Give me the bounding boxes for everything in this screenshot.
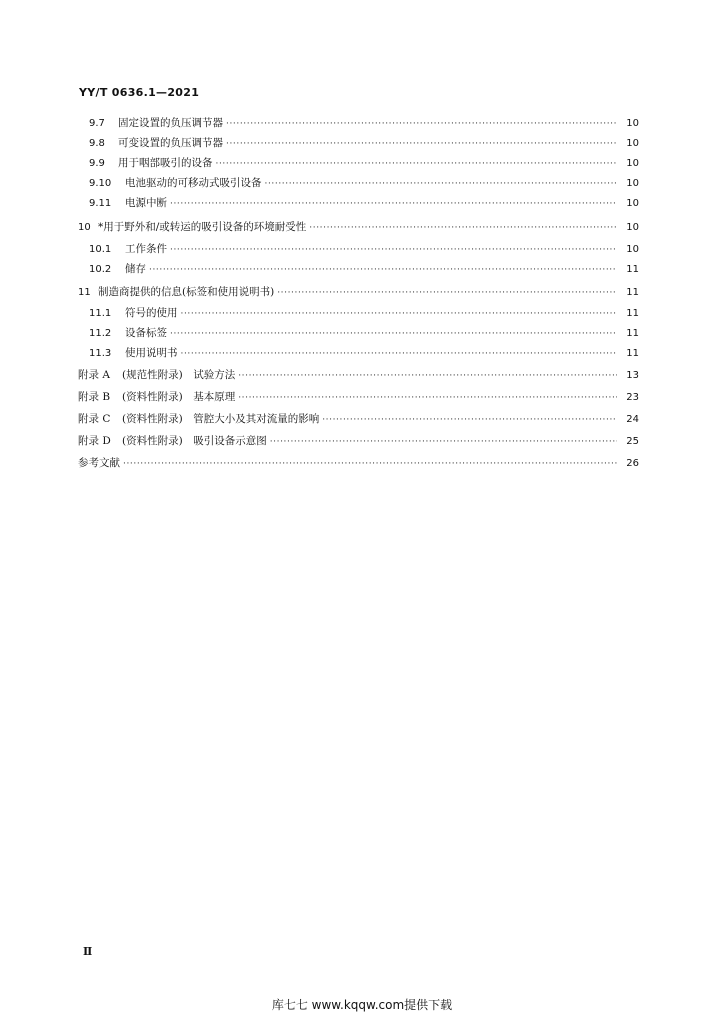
toc-entry-9-10[interactable] [89, 176, 639, 191]
toc-entry-page: 10 [626, 178, 639, 189]
toc-entry-number: 附录 A [78, 369, 110, 381]
toc-entry-number: 9.8 [89, 138, 105, 149]
toc-entry-page: 10 [626, 222, 639, 233]
toc-entry-11-1[interactable] [89, 306, 639, 321]
toc-entry-page: 23 [626, 392, 639, 403]
toc-entry-number: 9.9 [89, 158, 105, 169]
toc-entry-number: 附录 D [78, 435, 111, 447]
toc-entry-10-1[interactable] [89, 242, 639, 257]
toc-entry-number: 11.1 [89, 308, 112, 319]
download-watermark: 库七七 www.kqqw.com提供下载 [271, 998, 453, 1012]
toc-entry-page: 11 [626, 287, 639, 298]
toc-entry-title: (资料性附录) 吸引设备示意图 [122, 435, 267, 447]
toc-entry-number: 9.7 [89, 118, 105, 129]
toc-entry-9-7[interactable] [89, 116, 639, 131]
toc-entry-11-3[interactable] [89, 346, 639, 361]
toc-entry-11[interactable] [78, 285, 639, 300]
toc-entry-title: 工作条件 [125, 243, 167, 255]
toc-leader-dots [226, 137, 617, 151]
toc-entry-page: 13 [626, 370, 639, 381]
toc-entry-9-9[interactable] [89, 156, 639, 171]
toc-leader-dots [226, 117, 617, 131]
toc-leader-dots [238, 369, 617, 383]
toc-entry-page: 10 [626, 118, 639, 129]
toc-entry-title: 储存 [125, 263, 146, 275]
toc-entry-10[interactable] [78, 220, 639, 235]
toc-entry-title: 固定设置的负压调节器 [118, 117, 223, 129]
toc-leader-dots [309, 221, 617, 235]
toc-leader-dots [265, 177, 618, 191]
toc-entry-annex-d[interactable] [78, 434, 639, 449]
toc-entry-title: 电源中断 [125, 197, 167, 209]
toc-entry-page: 25 [626, 436, 639, 447]
toc-entry-annex-c[interactable] [78, 412, 639, 427]
toc-entry-title: 使用说明书 [125, 347, 178, 359]
toc-entry-number: 11.2 [89, 328, 112, 339]
toc-entry-number: 11 [78, 287, 91, 298]
toc-entry-title: 可变设置的负压调节器 [118, 137, 223, 149]
toc-leader-dots [238, 391, 617, 405]
standard-id: YY/T 0636.1—2021 [79, 86, 200, 99]
toc-leader-dots [149, 263, 617, 277]
toc-entry-page: 11 [626, 308, 639, 319]
toc-entry-11-2[interactable] [89, 326, 639, 341]
page-number: Ⅱ [83, 945, 93, 958]
toc-entry-page: 24 [626, 414, 639, 425]
toc-entry-annex-a[interactable] [78, 368, 639, 383]
toc-entry-number: 10.2 [89, 264, 112, 275]
toc-entry-title: 电池驱动的可移动式吸引设备 [125, 177, 262, 189]
toc-leader-dots [181, 347, 618, 361]
toc-entry-title: (资料性附录) 管腔大小及其对流量的影响 [122, 413, 320, 425]
toc-entry-number: 附录 C [78, 413, 111, 425]
toc-entry-title: 符号的使用 [125, 307, 178, 319]
toc-entry-title: (资料性附录) 基本原理 [122, 391, 236, 403]
toc-entry-9-11[interactable] [89, 196, 639, 211]
toc-entry-page: 10 [626, 244, 639, 255]
toc-entry-title: *用于野外和/或转运的吸引设备的环境耐受性 [98, 221, 307, 233]
toc-entry-page: 10 [626, 198, 639, 209]
toc-entry-bibliography[interactable] [78, 456, 639, 471]
toc-leader-dots [170, 327, 617, 341]
toc-entry-title: (规范性附录) 试验方法 [122, 369, 236, 381]
toc-leader-dots [322, 413, 617, 427]
toc-entry-title: 用于咽部吸引的设备 [118, 157, 213, 169]
toc-leader-dots [216, 157, 618, 171]
toc-leader-dots [123, 457, 617, 471]
toc-entry-page: 11 [626, 328, 639, 339]
toc-entry-number: 9.10 [89, 178, 112, 189]
toc-leader-dots [181, 307, 618, 321]
toc-entry-page: 11 [626, 348, 639, 359]
toc-entry-page: 10 [626, 138, 639, 149]
toc-entry-number: 10.1 [89, 244, 112, 255]
toc-entry-9-8[interactable] [89, 136, 639, 151]
toc-leader-dots [270, 435, 617, 449]
toc-entry-title: 设备标签 [125, 327, 167, 339]
toc-entry-number: 11.3 [89, 348, 112, 359]
toc-entry-title: 制造商提供的信息(标签和使用说明书) [98, 286, 275, 298]
toc-entry-title: 参考文献 [78, 457, 120, 469]
toc-entry-page: 26 [626, 458, 639, 469]
toc-entry-10-2[interactable] [89, 262, 639, 277]
toc-leader-dots [170, 243, 617, 257]
toc-leader-dots [170, 197, 617, 211]
toc-entry-page: 11 [626, 264, 639, 275]
toc-entry-annex-b[interactable] [78, 390, 639, 405]
toc-leader-dots [277, 286, 617, 300]
toc-entry-page: 10 [626, 158, 639, 169]
toc-entry-number: 9.11 [89, 198, 112, 209]
toc-entry-number: 10 [78, 222, 91, 233]
toc-entry-number: 附录 B [78, 391, 111, 403]
